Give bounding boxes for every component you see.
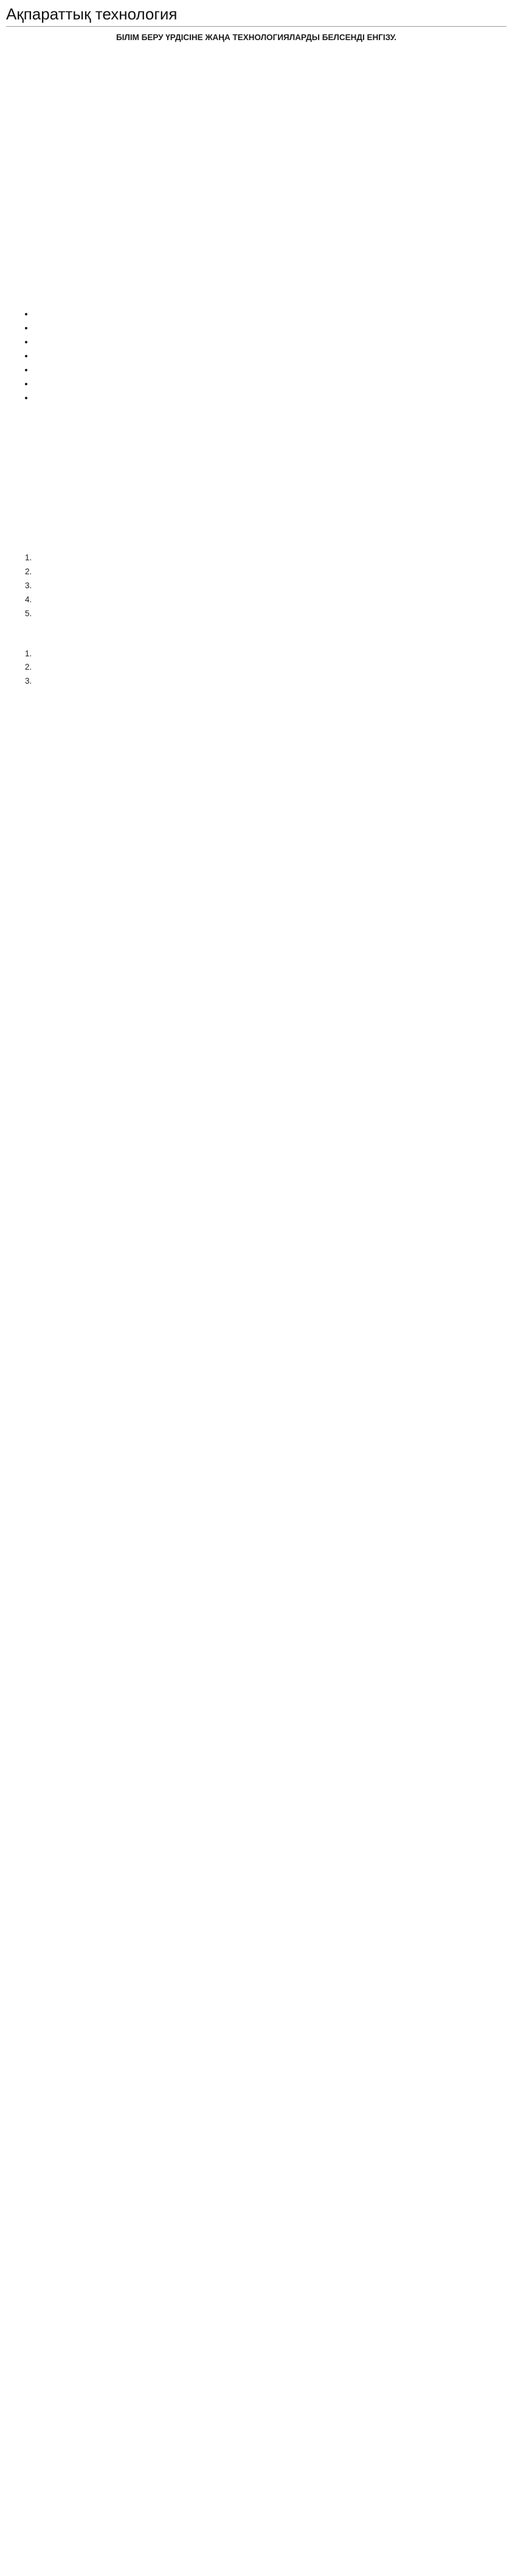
paragraph [6,412,506,425]
paragraph [6,512,506,524]
paragraph [6,715,506,728]
paragraph [6,915,506,928]
paragraph [6,695,506,708]
paragraph [6,268,506,281]
list-item [34,580,506,592]
page-header-title: Ақпараттық технология [6,4,506,27]
document-page [0,0,515,960]
paragraph [6,628,506,641]
list-item [34,322,506,335]
paragraph [6,288,506,301]
paragraph [6,68,506,81]
paragraph [6,168,506,181]
paragraph [6,775,506,788]
list-item [34,378,506,391]
paragraph [6,248,506,261]
paragraph [6,148,506,161]
paragraph [6,816,506,828]
paragraph [6,472,506,484]
list-item [34,648,506,661]
numbered-list [6,648,506,689]
list-item [34,364,506,377]
document-title: БІЛІМ БЕРУ ҮРДІСІНЕ ЖАҢА ТЕХНОЛОГИЯЛАРДЫ БЕЛСЕНДІ ЕНГІЗУ. [116,33,397,43]
paragraph [6,492,506,504]
paragraph [6,532,506,544]
paragraph [6,795,506,808]
paragraph [6,208,506,221]
paragraph [6,836,506,848]
paragraph [6,876,506,888]
list-item [34,661,506,674]
list-item [34,350,506,363]
list-item [34,552,506,565]
paragraph [6,188,506,201]
paragraph [6,452,506,464]
paragraph [6,108,506,121]
paragraph [6,48,506,61]
numbered-list [6,552,506,620]
bullet-list [6,308,506,404]
list-item [34,608,506,620]
document-body [6,48,506,928]
paragraph [6,431,506,444]
paragraph [6,856,506,868]
list-item [34,594,506,606]
list-item [34,308,506,321]
paragraph [6,128,506,141]
list-item [34,336,506,349]
list-item [34,392,506,405]
list-item [34,566,506,579]
paragraph [6,735,506,748]
paragraph [6,228,506,241]
list-item [34,675,506,688]
paragraph [6,88,506,101]
paragraph [6,896,506,908]
paragraph [6,755,506,768]
